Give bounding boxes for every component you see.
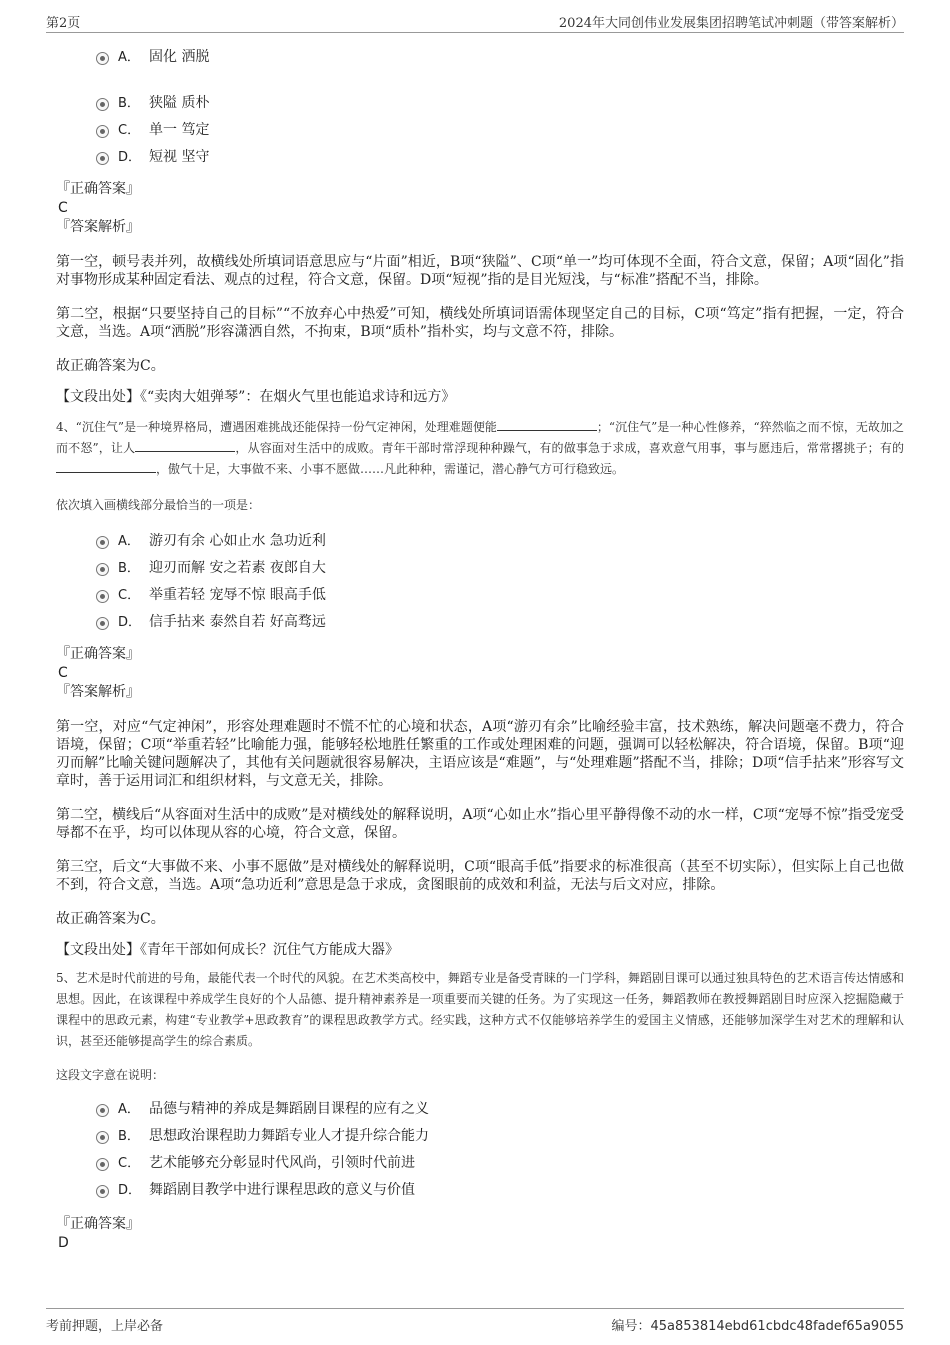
option-text: 举重若轻 宠辱不惊 眼高手低 [149, 587, 326, 603]
answer-value: C [58, 200, 68, 216]
answer-label: 『正确答案』 [56, 1216, 140, 1232]
analysis-paragraph: 第二空，横线后“从容面对生活中的成败”是对横线处的解释说明，A项“心如止水”指心里平静得像不动的水一样，C项“宠辱不惊”指受宠受辱都不在乎，均可以体现从容的心境，符合文意，保留。 [56, 807, 904, 841]
analysis-paragraph: 第一空，对应“气定神闲”，形容处理难题时不慌不忙的心境和状态，A项“游刃有余”比喻经验丰富，技术熟练，解决问题毫不费力，符合语境，保留；C项“举重若轻”比喻能力强，能够轻松地胜任繁重的工作或处理困难的问题，强调可以轻松解决，符合语境，保留。B项“迎刃而解”比喻关键问题解决了，其他有关问题就很容易解决，主语应该是“难题”，与“处理难题”搭配不当，排除；D项“信手拈来”形容写文章时，善于运用词汇和组织材料，与文意无关，排除。 [56, 719, 904, 789]
option-text: 品德与精神的养成是舞蹈剧目课程的应有之义 [149, 1101, 429, 1117]
blank-line [56, 460, 156, 473]
option-text: 信手拈来 泰然自若 好高骛远 [149, 614, 326, 630]
radio-icon[interactable] [96, 1185, 109, 1198]
question-prompt: 这段文字意在说明： [56, 1068, 165, 1082]
question-stem [56, 417, 904, 480]
option-text: 狭隘 质朴 [149, 95, 210, 111]
q3-option-c[interactable] [96, 117, 904, 144]
q3-option-a[interactable] [96, 44, 904, 71]
q4-options [96, 528, 904, 636]
q5-options [96, 1096, 904, 1204]
q5-option-d[interactable] [96, 1177, 904, 1204]
analysis-conclusion: 故正确答案为C。 [56, 911, 165, 927]
option-text: 舞蹈剧目教学中进行课程思政的意义与价值 [149, 1182, 415, 1198]
radio-icon[interactable] [96, 617, 109, 630]
source-citation: 【文段出处】《青年干部如何成长？沉住气方能成大器》 [56, 942, 399, 958]
radio-icon[interactable] [96, 125, 109, 138]
option-text: 迎刃而解 安之若素 夜郎自大 [149, 560, 326, 576]
stem-text: 4、“沉住气”是一种境界格局，遭遇困难挑战还能保持一份气定神闲，处理难题便能 [56, 420, 497, 434]
q3-options [96, 44, 904, 171]
answer-label: 『正确答案』 [56, 181, 140, 197]
stem-text: ；“沉住气”是一种心性修养，“猝然临之而不惊，无故加之而不怒”，让人 [56, 420, 904, 455]
radio-icon[interactable] [96, 590, 109, 603]
code-label: 编号： [611, 1319, 651, 1334]
analysis-label: 『答案解析』 [56, 219, 140, 235]
radio-icon[interactable] [96, 98, 109, 111]
radio-icon[interactable] [96, 1158, 109, 1171]
option-label: D． [118, 1183, 142, 1198]
page-number: 第2页 [46, 16, 81, 31]
q5-option-a[interactable] [96, 1096, 904, 1123]
option-label: B． [118, 96, 140, 111]
radio-icon[interactable] [96, 563, 109, 576]
option-label: A． [118, 534, 140, 549]
q4-option-d[interactable] [96, 609, 904, 636]
document-code [612, 1315, 905, 1334]
analysis-conclusion: 故正确答案为C。 [56, 358, 165, 374]
option-text: 短视 坚守 [149, 149, 210, 165]
option-text: 游刃有余 心如止水 急功近利 [149, 533, 326, 549]
page-header [46, 10, 904, 33]
option-label: A． [118, 50, 140, 65]
page-footer [46, 1308, 904, 1335]
option-label: C． [118, 123, 141, 138]
document-title: 2024年大同创伟业发展集团招聘笔试冲刺题（带答案解析） [558, 16, 904, 31]
answer-value: C [58, 665, 68, 681]
analysis-label: 『答案解析』 [56, 684, 140, 700]
q5-option-c[interactable] [96, 1150, 904, 1177]
radio-icon[interactable] [96, 1131, 109, 1144]
option-text: 思想政治课程助力舞蹈专业人才提升综合能力 [149, 1128, 429, 1144]
q3-option-b[interactable] [96, 90, 904, 117]
answer-value: D [58, 1235, 69, 1251]
analysis-paragraph: 第三空，后文“大事做不来、小事不愿做”是对横线处的解释说明，C项“眼高手低”指要求的标准很高（甚至不切实际），但实际上自己也做不到，符合文意，当选。A项“急功近利”意思是急于求成，贪图眼前的成效和利益，无法与后文对应，排除。 [56, 859, 904, 893]
analysis-paragraph: 第一空，顿号表并列，故横线处所填词语意思应与“片面”相近，B项“狭隘”、C项“单一”均可体现不全面，符合文意，保留；A项“固化”指对事物形成某种固定看法、观点的过程，符合文意，保留。D项“短视”指的是目光短浅，与“标准”搭配不当，排除。 [56, 254, 904, 288]
question-prompt: 依次填入画横线部分最恰当的一项是： [56, 498, 261, 512]
option-text: 艺术能够充分彰显时代风尚，引领时代前进 [149, 1155, 415, 1171]
q5-option-b[interactable] [96, 1123, 904, 1150]
answer-label: 『正确答案』 [56, 646, 140, 662]
q4-option-b[interactable] [96, 555, 904, 582]
option-label: C． [118, 588, 141, 603]
footer-slogan: 考前押题，上岸必备 [46, 1319, 164, 1334]
option-label: D． [118, 615, 142, 630]
radio-icon[interactable] [96, 536, 109, 549]
question-stem: 5、艺术是时代前进的号角，最能代表一个时代的风貌。在艺术类高校中，舞蹈专业是备受青睐的一门学科，舞蹈剧目课可以通过独具特色的艺术语言传达情感和思想。因此，在该课程中养成学生良好的个人品德、提升精神素养是一项重要而关键的任务。为了实现这一任务，舞蹈教师在教授舞蹈剧目时应深入挖掘隐藏于课程中的思政元素，构建“专业教学+思政教育”的课程思政教学方式。经实践，这种方式不仅能够培养学生的爱国主义情感，还能够加深学生对艺术的理解和认识，甚至还能够提高学生的综合素质。 [56, 971, 904, 1048]
source-citation: 【文段出处】《“卖肉大姐弹琴”：在烟火气里也能追求诗和远方》 [56, 389, 456, 405]
q3-option-d[interactable] [96, 144, 904, 171]
option-text: 单一 笃定 [149, 122, 210, 138]
q4-option-c[interactable] [96, 582, 904, 609]
option-label: D． [118, 150, 142, 165]
option-label: A． [118, 1102, 140, 1117]
analysis-paragraph: 第二空，根据“只要坚持自己的目标”“不放弃心中热爱”可知，横线处所填词语需体现坚定自己的目标，C项“笃定”指有把握，一定，符合文意，当选。A项“洒脱”形容潇洒自然，不拘束，B项“质朴”指朴实，均与文意不符，排除。 [56, 306, 904, 340]
stem-text: ，傲气十足，大事做不来、小事不愿做……凡此种种，需谨记，潜心静气方可行稳致远。 [156, 462, 625, 476]
option-text: 固化 洒脱 [149, 49, 210, 65]
radio-icon[interactable] [96, 1104, 109, 1117]
blank-line [135, 439, 235, 452]
blank-line [497, 418, 597, 431]
radio-icon[interactable] [96, 52, 109, 65]
radio-icon[interactable] [96, 152, 109, 165]
option-label: B． [118, 561, 140, 576]
document-content [56, 42, 904, 1252]
option-label: B． [118, 1129, 140, 1144]
code-value: 45a853814ebd61cbdc48fadef65a9055 [650, 1319, 904, 1334]
q4-option-a[interactable] [96, 528, 904, 555]
option-label: C． [118, 1156, 141, 1171]
stem-text: ，从容面对生活中的成败。青年干部时常浮现种种躁气，有的做事急于求成，喜欢意气用事，事与愿违后，常常撂挑子；有的 [235, 441, 904, 455]
